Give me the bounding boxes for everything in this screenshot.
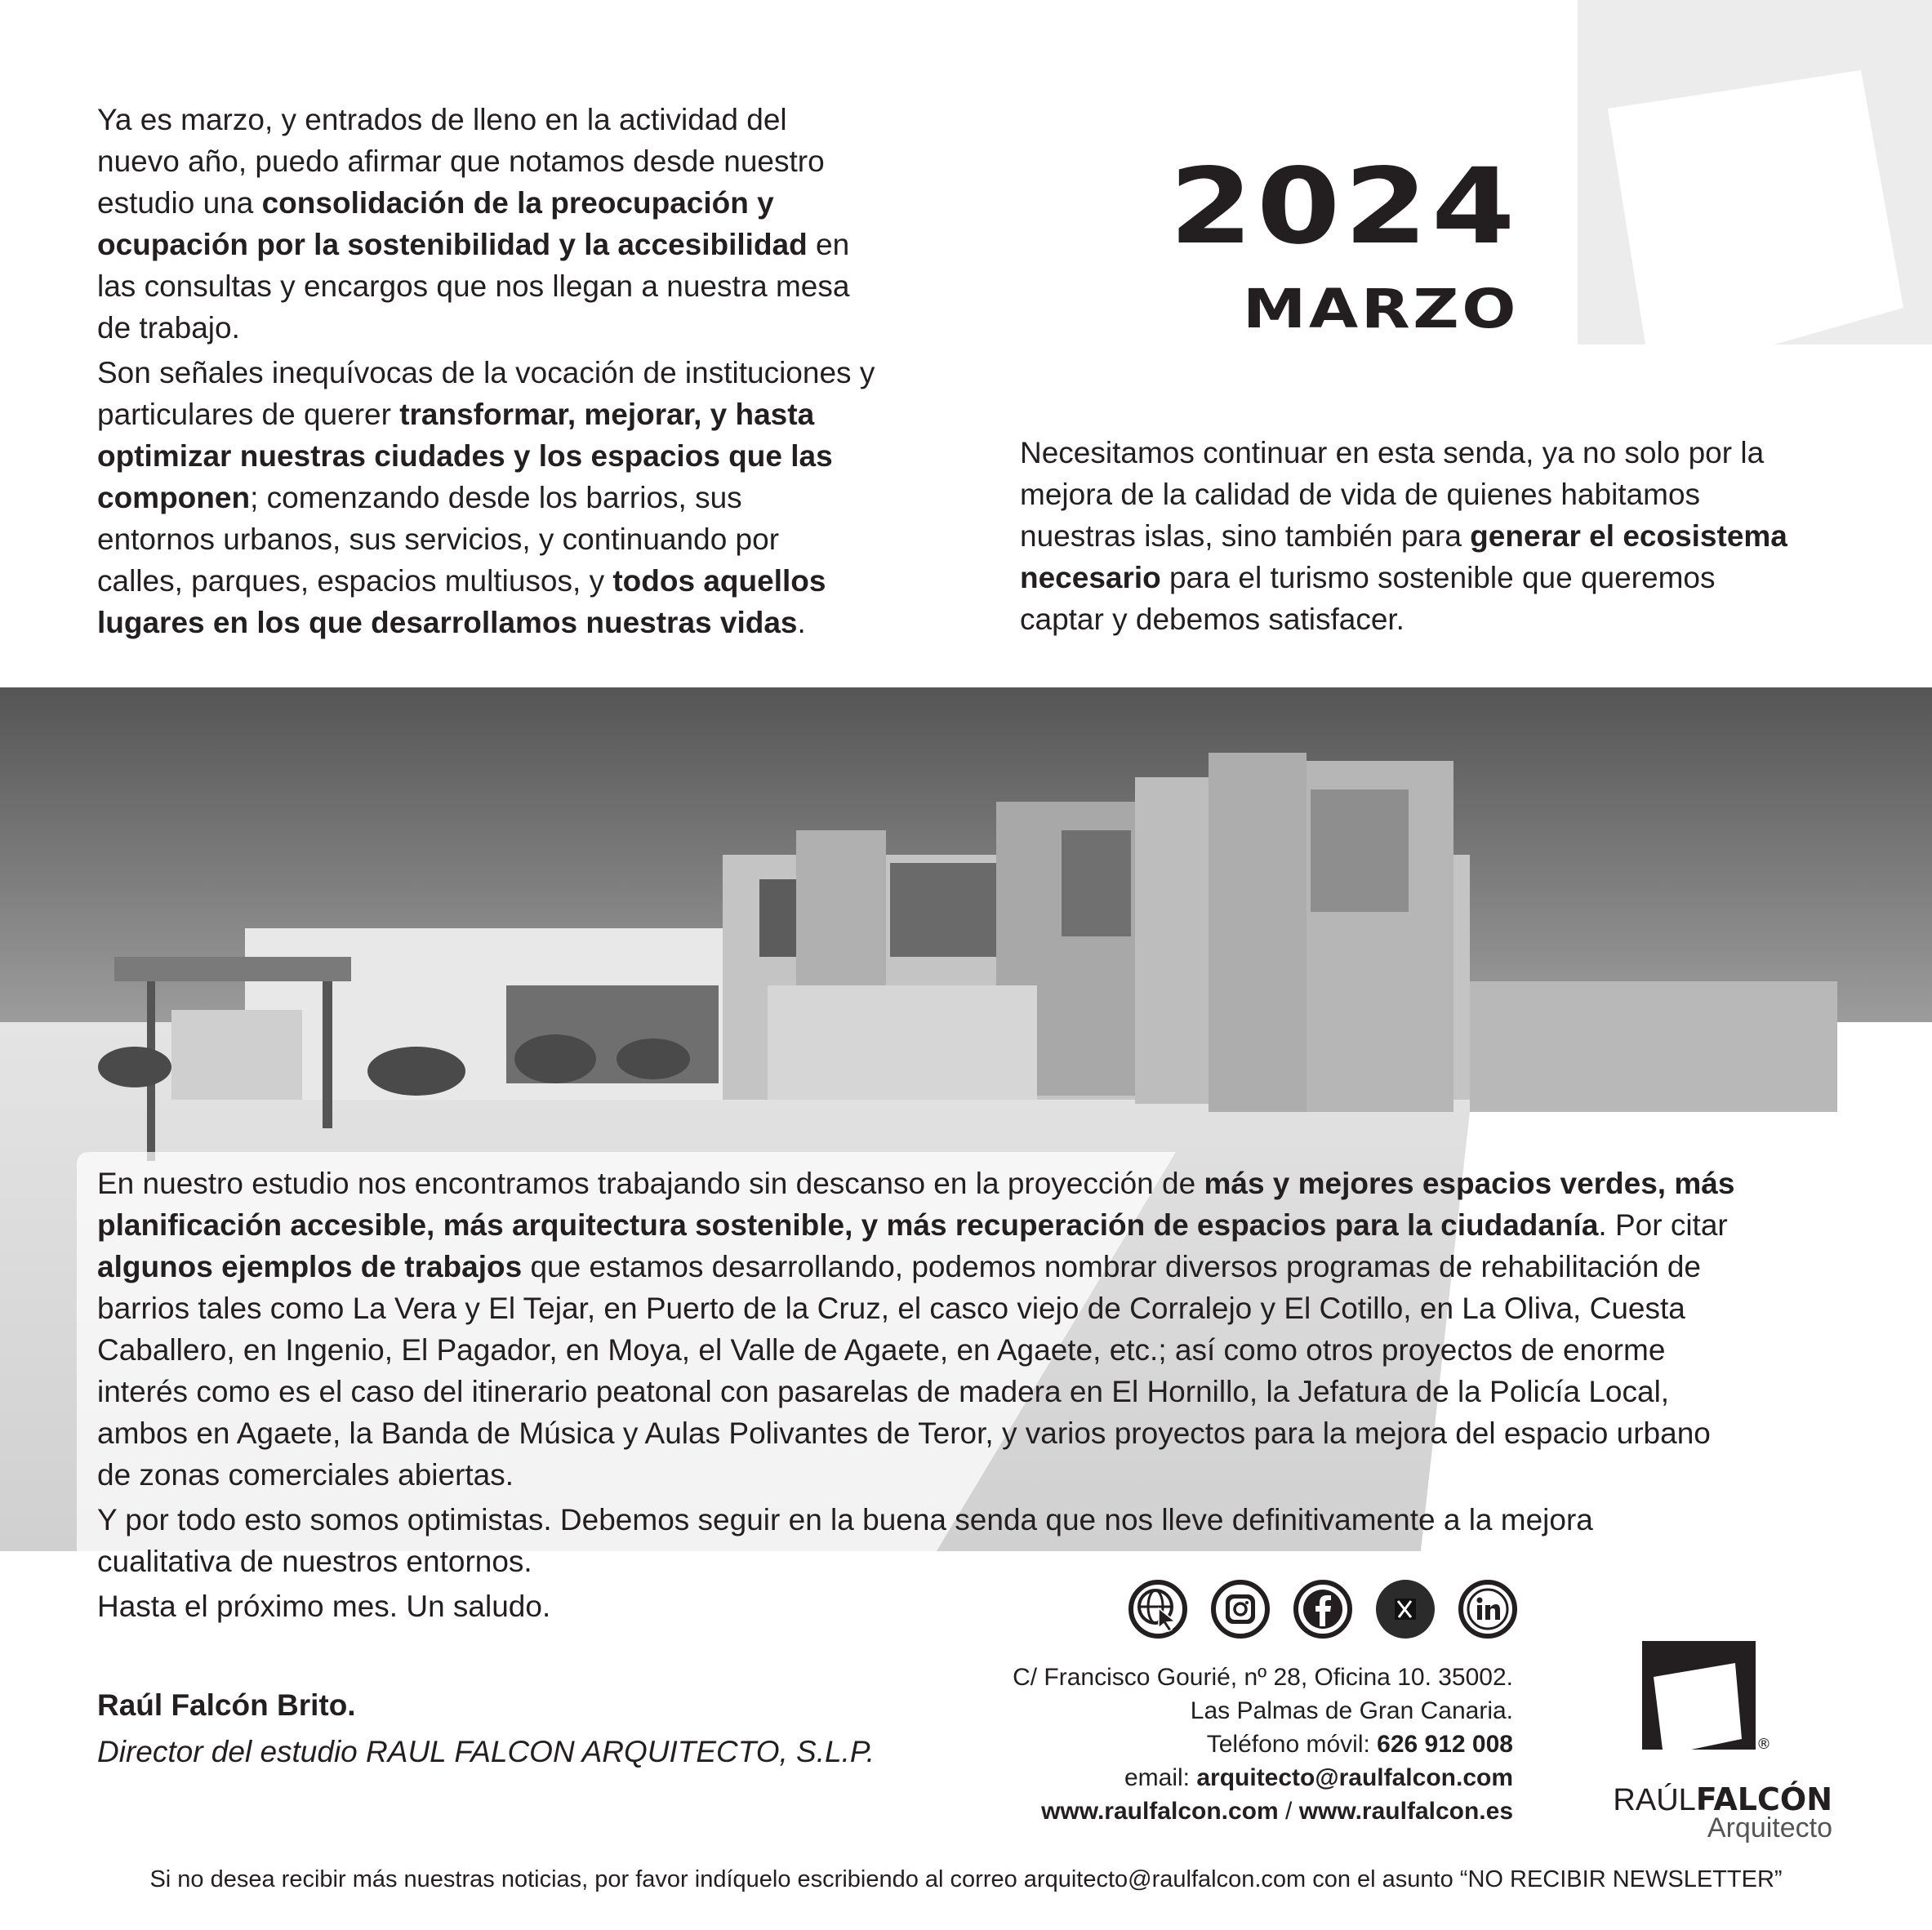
- bold-text: componen: [97, 481, 251, 514]
- bold-text: algunos ejemplos de trabajos: [97, 1250, 523, 1283]
- text: entornos urbanos, sus servicios, y continuando por: [97, 523, 780, 556]
- facebook-icon[interactable]: [1293, 1579, 1353, 1639]
- text-line: [97, 1499, 1734, 1541]
- text: las consultas y encargos que nos llegan a nuestra mesa: [97, 269, 850, 303]
- text: En nuestro estudio nos encontramos trabajando sin descanso en la proyección de: [97, 1167, 1204, 1200]
- website-link-es[interactable]: www.raulfalcon.es: [1298, 1798, 1513, 1825]
- text-line: [97, 140, 875, 182]
- phone-number[interactable]: 626 912 008: [1377, 1731, 1513, 1758]
- bold-text: consolidación de la preocupación y: [261, 186, 774, 220]
- text-line: [97, 224, 875, 265]
- globe-cursor-icon[interactable]: [1128, 1579, 1188, 1639]
- signature: [97, 1682, 875, 1775]
- website-separator: /: [1278, 1798, 1299, 1825]
- text-line: [1020, 598, 1787, 640]
- text: cualitativa de nuestros entornos.: [97, 1545, 532, 1578]
- text-line: [1020, 557, 1787, 598]
- intro-left-text: [97, 99, 875, 647]
- text-line: [97, 352, 875, 394]
- bold-text: más y mejores espacios verdes, más: [1204, 1167, 1735, 1200]
- bold-text: todos aquellos: [612, 564, 826, 598]
- text: Y por todo esto somos optimistas. Debemos seguir en la buena senda que nos lleve definitivamente a la mejora: [97, 1503, 1593, 1536]
- text-line: [97, 182, 875, 224]
- text: para el turismo sostenible que queremos: [1160, 561, 1716, 594]
- bold-text: necesario: [1020, 561, 1161, 594]
- bold-text: transformar, mejorar, y hasta: [399, 398, 815, 431]
- text: Necesitamos continuar en esta senda, ya no solo por la: [1020, 436, 1765, 469]
- logo-subtitle: Arquitecto: [1707, 1812, 1832, 1843]
- bold-text: optimizar nuestras ciudades y los espacios que las: [97, 439, 833, 473]
- text: ; comenzando desde los barrios, sus: [250, 481, 742, 514]
- email-link[interactable]: arquitecto@raulfalcon.com: [1196, 1764, 1513, 1791]
- social-links: [1128, 1579, 1518, 1639]
- address-line-1: C/ Francisco Gourié, nº 28, Oficina 10. 35002.: [1013, 1664, 1513, 1691]
- company-logo: [1568, 1639, 1837, 1843]
- bold-text: lugares en los que desarrollamos nuestras vidas: [97, 606, 798, 639]
- text: captar y debemos satisfacer.: [1020, 603, 1404, 636]
- x-icon[interactable]: [1375, 1579, 1436, 1639]
- text-line: [97, 560, 875, 602]
- text: Caballero, en Ingenio, El Pagador, en Moya, el Valle de Agaete, en Agaete, etc.; así como otros proyectos de enorme: [97, 1333, 1666, 1367]
- text: en: [807, 228, 850, 261]
- contact-address: [1013, 1661, 1513, 1828]
- text: particulares de querer: [97, 398, 400, 431]
- text-line: [97, 435, 875, 477]
- text-line: [97, 1371, 1734, 1412]
- logo-name-light: RAÚL: [1613, 1783, 1696, 1817]
- registered-mark: ®: [1756, 1736, 1771, 1753]
- text: que estamos desarrollando, podemos nombrar diversos programas de rehabilitación de: [522, 1250, 1701, 1283]
- paragraph: [97, 1499, 1734, 1582]
- text: nuestras islas, sino también para: [1020, 519, 1471, 553]
- text-line: [97, 477, 875, 518]
- text-line: [97, 1329, 1734, 1371]
- linkedin-icon[interactable]: [1458, 1579, 1518, 1639]
- text: interés como es el caso del itinerario peatonal con pasarelas de madera en El Hornillo, la Jefatura de la Policía Local,: [97, 1375, 1670, 1408]
- text: Hasta el próximo mes. Un saludo.: [97, 1590, 551, 1623]
- bold-text: ocupación por la sostenibilidad y la accesibilidad: [97, 228, 808, 261]
- text-line: [97, 602, 875, 643]
- body-text: [97, 1163, 1734, 1630]
- email-label: email:: [1124, 1764, 1197, 1791]
- text-line: [97, 265, 875, 307]
- text-line: [97, 1412, 1734, 1454]
- paragraph: [97, 352, 875, 643]
- paragraph: [97, 1163, 1734, 1496]
- text: de trabajo.: [97, 311, 240, 345]
- text-line: [1020, 474, 1787, 515]
- text: barrios tales como La Vera y El Tejar, en Puerto de la Cruz, el casco viejo de Corralejo y El Cotillo, en La Oliva, Cuesta: [97, 1292, 1685, 1325]
- text: estudio una: [97, 186, 262, 220]
- instagram-icon[interactable]: [1210, 1579, 1271, 1639]
- bold-text: planificación accesible, más arquitectura sostenible, y más recuperación de espacios para la ciudadanía: [97, 1208, 1599, 1242]
- text-line: [1020, 432, 1787, 474]
- text-line: [97, 1204, 1734, 1246]
- text-line: [1020, 515, 1787, 557]
- text-line: [97, 99, 875, 140]
- text-line: [97, 1287, 1734, 1329]
- text: mejora de la calidad de vida de quienes habitamos: [1020, 478, 1701, 511]
- website-link-com[interactable]: www.raulfalcon.com: [1041, 1798, 1279, 1825]
- text: calles, parques, espacios multiusos, y: [97, 564, 613, 598]
- text-line: [97, 1163, 1734, 1204]
- decorative-logo-shape: [1578, 0, 1932, 345]
- text-line: [97, 307, 875, 349]
- signature-name: Raúl Falcón Brito.: [97, 1688, 356, 1722]
- text-line: [97, 1541, 1734, 1582]
- text-line: [97, 518, 875, 560]
- text: ambos en Agaete, la Banda de Música y Aulas Polivantes de Teror, y varios proyectos para la mejora del espacio urbano: [97, 1416, 1711, 1450]
- bold-text: generar el ecosistema: [1470, 519, 1787, 553]
- logo-name-bold: FALCÓN: [1695, 1781, 1832, 1817]
- text: Ya es marzo, y entrados de lleno en la actividad del: [97, 103, 787, 136]
- intro-right-text: [1020, 432, 1787, 643]
- text: de zonas comerciales abiertas.: [97, 1458, 514, 1492]
- text: .: [797, 606, 806, 639]
- signature-role: Director del estudio RAUL FALCON ARQUITECTO, S.L.P.: [97, 1735, 875, 1768]
- paragraph: [1020, 432, 1787, 640]
- address-line-2: Las Palmas de Gran Canaria.: [1190, 1697, 1513, 1724]
- phone-label: Teléfono móvil:: [1206, 1731, 1378, 1758]
- issue-year: 2024: [1169, 146, 1519, 268]
- text-line: [97, 1454, 1734, 1496]
- unsubscribe-notice: Si no desea recibir más nuestras noticias, por favor indíquelo escribiendo al correo arquitecto@raulfalcon.com con el asunto “NO RECIBIR NEWSLETTER”: [149, 1866, 1783, 1892]
- text: nuevo año, puedo afirmar que notamos desde nuestro: [97, 145, 825, 178]
- text: Son señales inequívocas de la vocación de instituciones y: [97, 356, 875, 389]
- paragraph: [97, 99, 875, 349]
- text-line: [97, 1246, 1734, 1287]
- issue-month: MARZO: [1242, 278, 1519, 340]
- text: . Por citar: [1598, 1208, 1728, 1242]
- text-line: [97, 394, 875, 435]
